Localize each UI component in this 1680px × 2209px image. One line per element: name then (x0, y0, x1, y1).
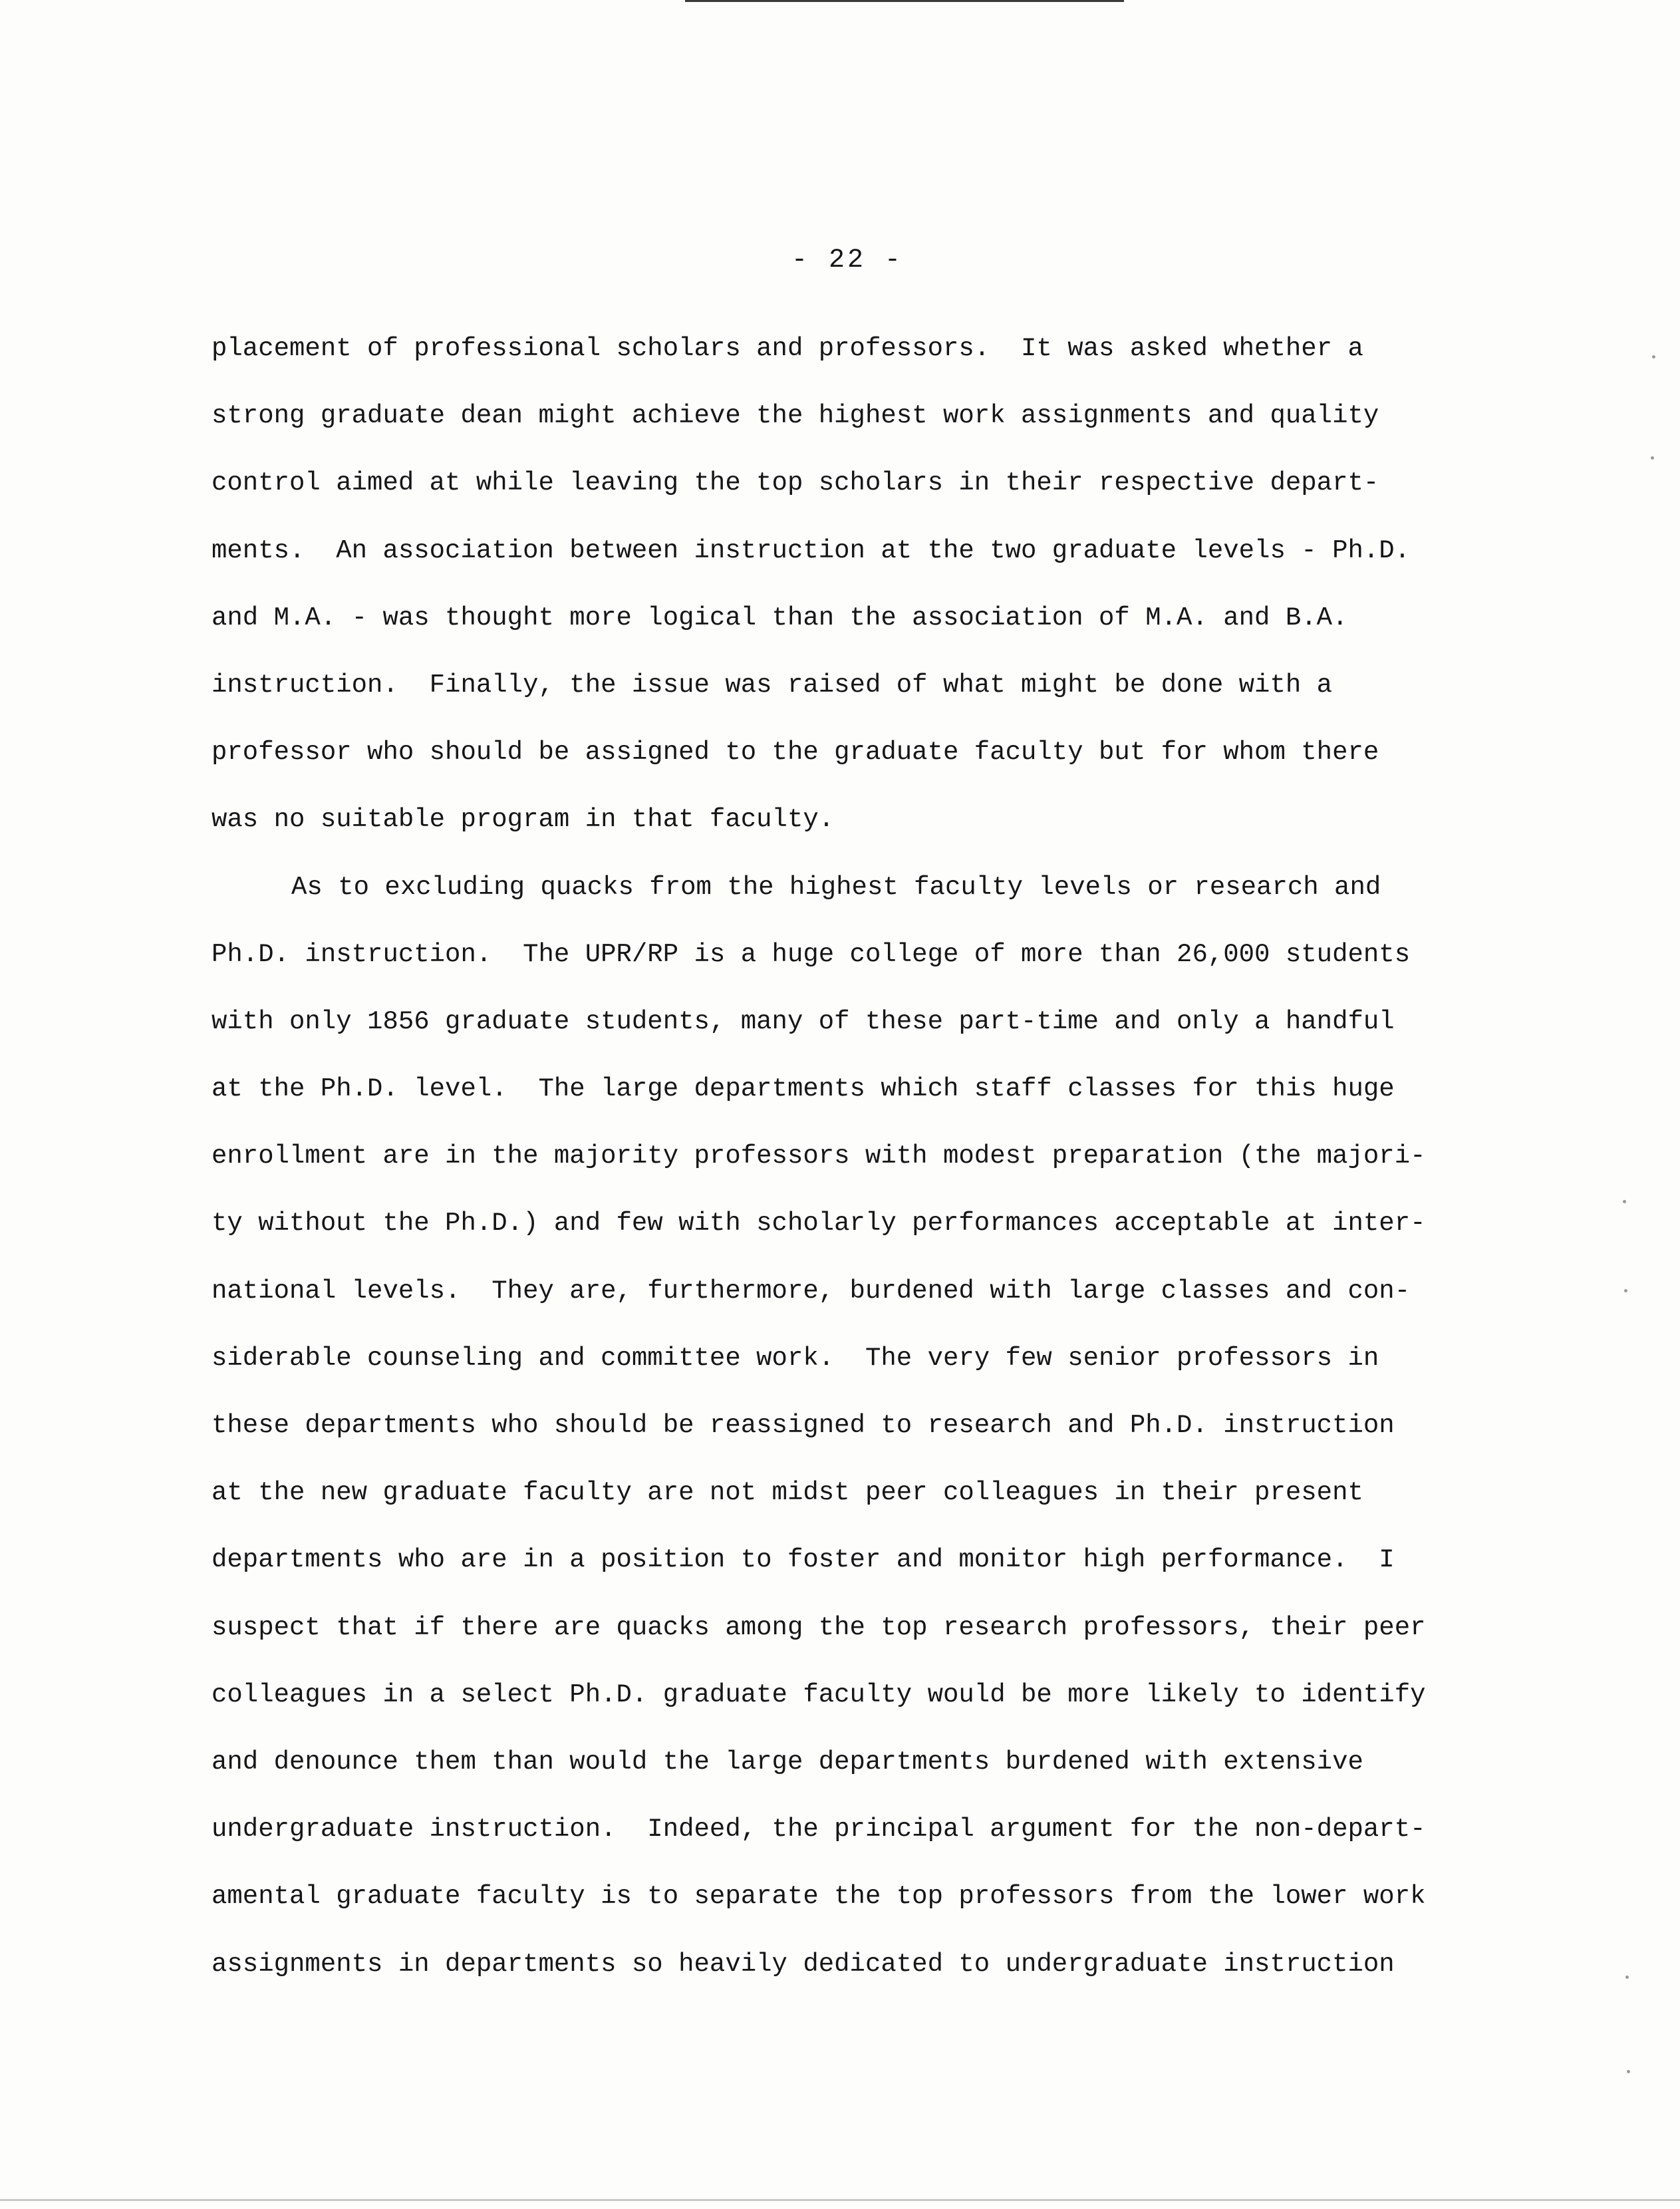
text-line: professor who should be assigned to the graduate faculty but for whom there (211, 738, 1379, 768)
text-line: amental graduate faculty is to separate the top professors from the lower work (211, 1882, 1426, 1912)
text-line: departments who are in a position to foster and monitor high performance. I (211, 1545, 1395, 1575)
bottom-edge-rule (0, 2199, 1680, 2201)
body-text (211, 315, 1488, 1998)
scan-speck (1627, 2070, 1630, 2073)
text-line: at the new graduate faculty are not midst peer colleagues in their present (211, 1478, 1363, 1508)
text-line: colleagues in a select Ph.D. graduate faculty would be more likely to identify (211, 1680, 1426, 1709)
text-line: assignments in departments so heavily dedicated to undergraduate instruction (211, 1949, 1395, 1979)
scan-speck (1624, 1289, 1627, 1292)
scan-speck (1652, 355, 1655, 359)
text-line: enrollment are in the majority professors with modest preparation (the majori- (211, 1141, 1426, 1171)
text-line: with only 1856 graduate students, many of these part-time and only a handful (211, 1006, 1395, 1036)
text-line: and M.A. - was thought more logical than the association of M.A. and B.A. (211, 603, 1348, 633)
text-line: strong graduate dean might achieve the highest work assignments and quality (211, 401, 1379, 431)
text-line: Ph.D. instruction. The UPR/RP is a huge college of more than 26,000 students (211, 939, 1411, 969)
text-line: undergraduate instruction. Indeed, the principal argument for the non-depart- (211, 1815, 1426, 1844)
scan-speck (1623, 1200, 1626, 1203)
scan-speck (1651, 456, 1654, 460)
text-line: siderable counseling and committee work. The very few senior professors in (211, 1343, 1379, 1373)
text-line: ments. An association between instruction at the two graduate levels - Ph.D. (211, 535, 1411, 565)
text-line: and denounce them than would the large departments burdened with extensive (211, 1747, 1363, 1777)
page-number: - 22 - (791, 245, 904, 275)
text-line: suspect that if there are quacks among the top research professors, their peer (211, 1612, 1426, 1642)
text-line: at the Ph.D. level. The large departments which staff classes for this huge (211, 1074, 1395, 1104)
text-line: was no suitable program in that faculty. (211, 805, 835, 835)
top-edge-rule (685, 0, 1124, 2)
text-line: ty without the Ph.D.) and few with scholarly performances acceptable at inter- (211, 1209, 1426, 1239)
scan-speck (1625, 1976, 1629, 1979)
text-line: control aimed at while leaving the top scholars in their respective depart- (211, 468, 1379, 498)
paragraph-start-line: As to excluding quacks from the highest faculty levels or research and (291, 872, 1381, 902)
text-line: these departments who should be reassigned to research and Ph.D. instruction (211, 1411, 1395, 1440)
text-line: instruction. Finally, the issue was raised of what might be done with a (211, 670, 1333, 700)
text-line: national levels. They are, furthermore, burdened with large classes and con- (211, 1276, 1411, 1306)
text-line: placement of professional scholars and professors. It was asked whether a (211, 334, 1363, 363)
